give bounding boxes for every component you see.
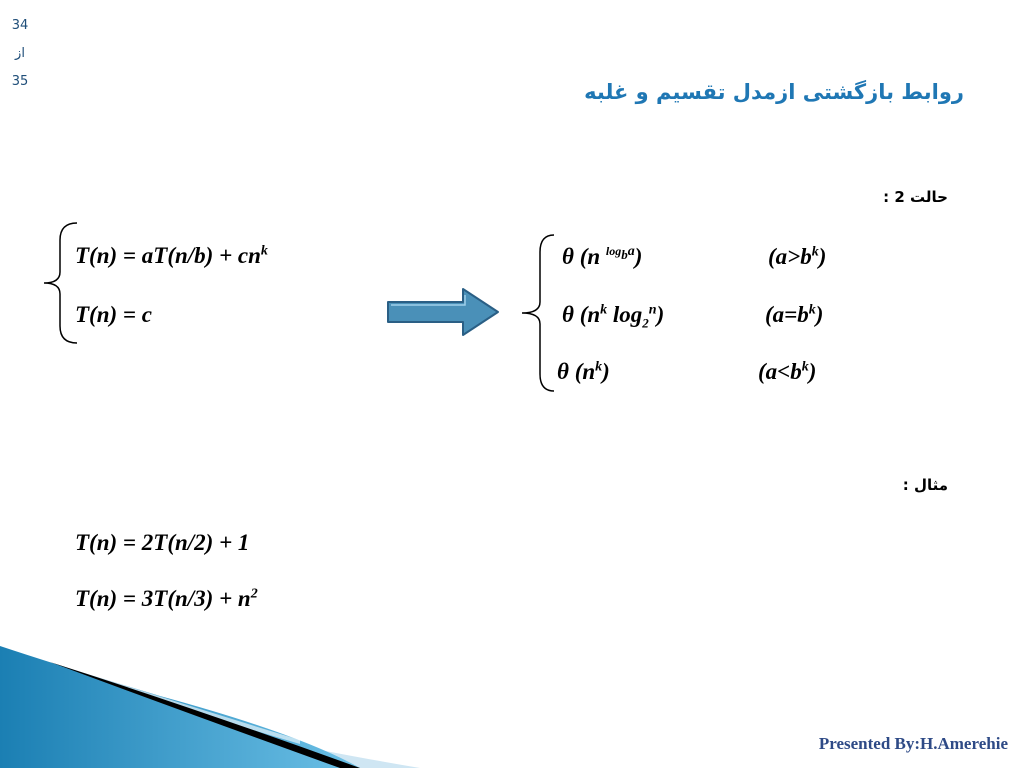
presenter-credit: Presented By:H.Amerehie bbox=[818, 734, 1008, 753]
example-2-main: T(n) = 3T(n/3) + n bbox=[75, 586, 251, 611]
right-arrow-icon bbox=[385, 286, 503, 338]
case-3-close: ) bbox=[602, 359, 610, 384]
page-indicator bbox=[0, 12, 40, 96]
case-1-bound bbox=[562, 244, 642, 270]
case-3-prefix: θ (n bbox=[557, 359, 596, 384]
case-2-base: 2 bbox=[642, 315, 649, 331]
recurrence-line-1 bbox=[75, 243, 268, 269]
case-label: حالت 2 : bbox=[883, 188, 948, 206]
case-2-arg: n bbox=[648, 302, 657, 318]
case-3-cond-close: ) bbox=[808, 359, 817, 384]
case-2-close: ) bbox=[656, 302, 665, 327]
case-1-base: b bbox=[621, 247, 628, 263]
case-3-condition bbox=[758, 359, 816, 385]
slide-title: روابط بازگشتی ازمدل تقسیم و غلبه bbox=[584, 80, 964, 104]
example-2 bbox=[75, 586, 258, 612]
case-2-bound bbox=[562, 302, 664, 332]
case-1-prefix: θ (n bbox=[562, 244, 606, 269]
case-1-condition bbox=[768, 244, 826, 270]
case-2-cond-pre: (a=b bbox=[765, 302, 809, 327]
page-of-label: از bbox=[15, 46, 25, 61]
case-2-cond-sup: k bbox=[808, 302, 816, 318]
case-2-cond-close: ) bbox=[815, 302, 824, 327]
case-2-condition bbox=[765, 302, 823, 328]
case-1-log: log bbox=[605, 244, 622, 259]
recurrence-line-1-exponent: k bbox=[260, 243, 268, 259]
case-1-arg: a bbox=[627, 244, 635, 260]
example-label: مثال : bbox=[902, 476, 948, 494]
case-3-cond-pre: (a<b bbox=[758, 359, 802, 384]
case-1-cond-pre: (a>b bbox=[768, 244, 812, 269]
case-1-close: ) bbox=[634, 244, 643, 269]
page-total: 35 bbox=[11, 74, 29, 89]
case-2-exponent: k bbox=[600, 302, 608, 318]
case-2-prefix: θ (n bbox=[562, 302, 601, 327]
case-2-log: log bbox=[607, 302, 643, 327]
example-2-exponent: 2 bbox=[250, 586, 258, 602]
cases-brace-icon bbox=[518, 232, 558, 394]
case-1-cond-sup: k bbox=[811, 244, 819, 260]
left-brace-icon bbox=[40, 220, 80, 346]
case-3-exponent: k bbox=[595, 359, 603, 375]
page-current: 34 bbox=[11, 18, 29, 33]
example-1: T(n) = 2T(n/2) + 1 bbox=[75, 530, 250, 555]
case-3-bound bbox=[557, 359, 610, 385]
recurrence-line-2: T(n) = c bbox=[75, 302, 152, 327]
case-3-cond-sup: k bbox=[801, 359, 809, 375]
case-1-cond-close: ) bbox=[818, 244, 827, 269]
recurrence-line-1-main: T(n) = aT(n/b) + cn bbox=[75, 243, 261, 268]
